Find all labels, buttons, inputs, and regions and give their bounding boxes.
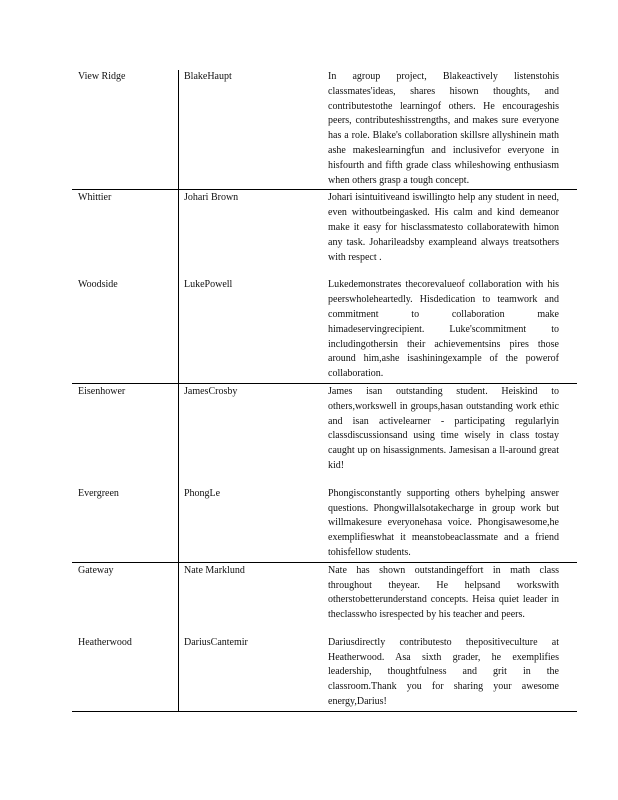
student-name: PhongLe bbox=[179, 487, 325, 562]
table-row bbox=[72, 636, 577, 711]
student-description: Dariusdirectly contributesto thepositiveculture at Heatherwood. Asa sixth grader, he exemplifies leadership, thoughtfulness and grit in the classroom.Thank you for sharing your awesome energy,Darius! bbox=[324, 636, 577, 711]
student-name: DariusCantemir bbox=[179, 636, 325, 711]
student-name: LukePowell bbox=[179, 278, 325, 383]
student-description: Johari isintuitiveand iswillingto help any student in need, even withoutbeingasked. His calm and kind demeanor make it easy for hisclassmatesto collaboratewith himon any task. Joharileadsby exampleand always treatsothers with respect . bbox=[328, 192, 559, 263]
student-description: Phongisconstantly supporting others byhelping answer questions. Phongwillalsotakecharge in group work but willmakesure everyonehasa voice. Phongisawesome,he exemplifieswhat it meanstobeaclassmate and a friend tohisfellow students. bbox=[324, 487, 577, 562]
student-name: Johari Brown bbox=[179, 190, 325, 278]
table-row bbox=[72, 278, 577, 383]
school-name: Whittier bbox=[78, 192, 112, 204]
school-name: Eisenhower bbox=[78, 385, 126, 397]
student-name: JamesCrosby bbox=[179, 383, 325, 486]
table-row bbox=[72, 70, 577, 190]
student-name: Nate Marklund bbox=[179, 562, 325, 636]
school-name: Heatherwood bbox=[72, 636, 179, 711]
school-name: Woodside bbox=[72, 278, 179, 383]
student-name: BlakeHaupt bbox=[179, 70, 325, 190]
table-row bbox=[72, 383, 577, 486]
school-name: Gateway bbox=[78, 564, 114, 576]
school-name: Evergreen bbox=[72, 487, 179, 562]
student-description: James isan outstanding student. Heiskind to others,workswell in groups,hasan outstanding work ethic and isan activelearner - participating regularlyin classdiscussionsand using time wisely in class tostay caught up on hisassignments. Jamesisan a ll-around great kid! bbox=[328, 385, 559, 471]
student-description: In agroup project, Blakeactively listenstohis classmates'ideas, shares hisown thoughts, and contributestothe learningof others. He encourageshis peers, contributeshisstrengths, and makes sure everyone has a role. Blake's collaboration skillsre allyshinein math ashe makeslearningfun and inclusivefor everyone in hisfourth and fifth grade class whileshowing enthusiasm when others grasp a tough concept. bbox=[324, 70, 577, 190]
table-row bbox=[72, 487, 577, 562]
table-row bbox=[72, 562, 577, 636]
student-description: Nate has shown outstandingeffort in math class throughout theyear. He helpsand workswith otherstobetterunderstand concepts. Heisa quiet leader in theclasswho isrespected by his teacher and peers. bbox=[328, 564, 559, 621]
award-recipients-table bbox=[72, 70, 577, 712]
table-row bbox=[72, 190, 577, 278]
school-name: View Ridge bbox=[72, 70, 179, 190]
student-description: Lukedemonstrates thecorevalueof collaboration with his peerswholeheartedly. Hisdedication to teamwork and commitment to collaboration make himadeservingrecipient. Luke'scommitment to includingothersin their achievementsins pires those around him,ashe isashiningexample of the powerof collaboration. bbox=[324, 278, 577, 383]
